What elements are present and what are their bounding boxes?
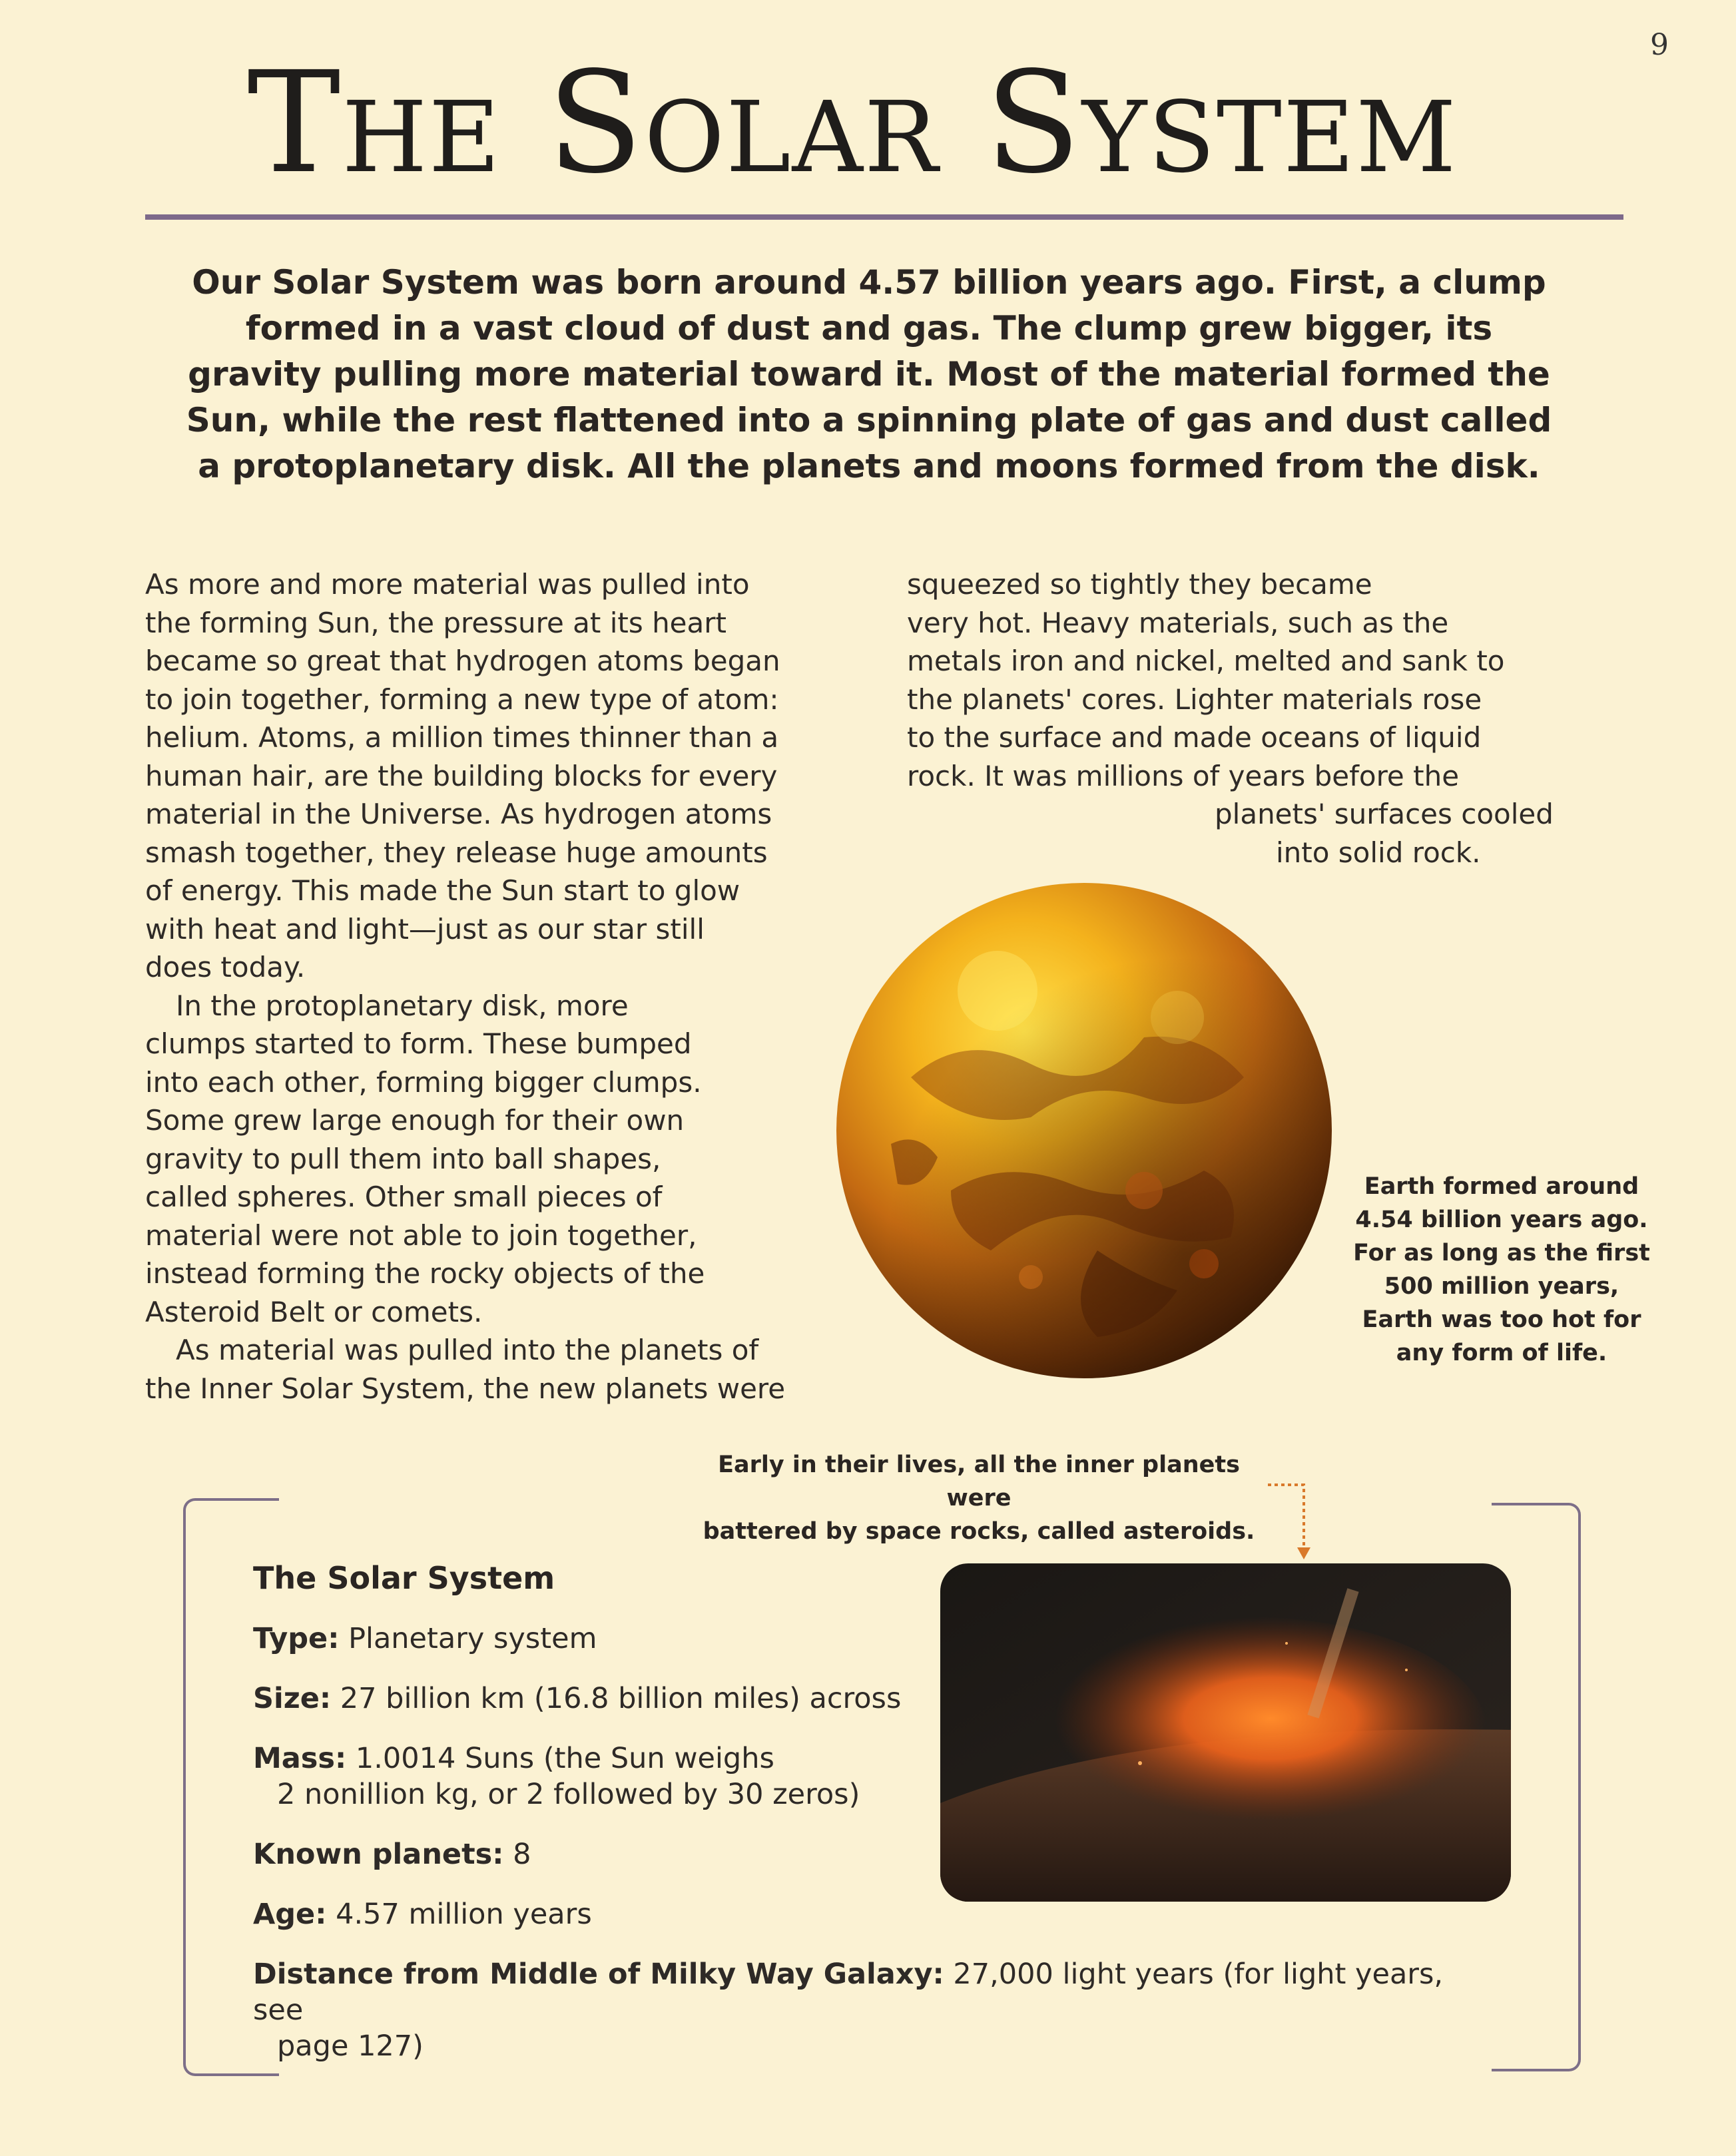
fact-value-continued: 2 nonillion kg, or 2 followed by 30 zeros) [277,1778,860,1811]
caption-line: Early in their lives, all the inner planets were [718,1452,1240,1511]
body-line: Asteroid Belt or comets. [145,1295,483,1328]
body-line: very hot. Heavy materials, such as the [907,606,1449,639]
body-line: material in the Universe. As hydrogen atoms [145,798,772,830]
fact-label: Known planets: [253,1838,504,1871]
body-line: of energy. This made the Sun start to glow [145,874,740,907]
page-number: 9 [1650,28,1669,62]
fact-label: Mass: [253,1742,347,1775]
molten-planet-image [831,878,1337,1384]
fact-value: 1.0014 Suns (the Sun weighs [355,1742,774,1775]
caption-line: 4.54 billion years ago. [1355,1207,1648,1233]
body-line: smash together, they release huge amounts [145,836,768,869]
body-line: material were not able to join together, [145,1218,697,1252]
body-line: Some grew large enough for their own [145,1104,685,1137]
earth-caption [1345,1170,1658,1370]
caption-line: For as long as the first [1353,1240,1650,1266]
fact-value: 27 billion km (16.8 billion miles) across [340,1682,902,1715]
body-line: into solid rock. [1276,836,1481,869]
fact-box-title: The Solar System [253,1560,555,1596]
title-divider [145,214,1623,220]
body-line: does today. [145,951,306,983]
intro-line: gravity pulling more material toward it. Most of the material formed the [188,355,1550,394]
body-line: the forming Sun, the pressure at its heart [145,606,726,639]
fact-value: Planetary system [348,1622,597,1655]
body-line: squeezed so tightly they became [907,568,1372,601]
body-line: rock. It was millions of years before the [907,759,1460,792]
body-line: human hair, are the building blocks for every [145,759,778,792]
body-left-column [145,565,785,1408]
fact-value: 8 [513,1838,531,1871]
body-line: called spheres. Other small pieces of [145,1181,663,1213]
body-line: to the surface and made oceans of liquid [907,721,1482,754]
asteroid-impact-image [940,1563,1511,1902]
body-line: into each other, forming bigger clumps. [145,1065,702,1099]
body-line: the planets' cores. Lighter materials rose [907,682,1482,716]
caption-line: Earth formed around [1364,1173,1639,1200]
caption-line: any form of life. [1396,1340,1607,1366]
body-line: instead forming the rocky objects of the [145,1257,705,1290]
body-line: planets' surfaces cooled [1215,798,1554,830]
body-right-column [907,565,1554,872]
caption-line: 500 million years, [1384,1273,1619,1300]
body-line: As material was pulled into the planets of [176,1334,759,1366]
fact-label: Type: [253,1622,340,1655]
fact-value-continued: page 127) [277,2029,424,2063]
body-line: the Inner Solar System, the new planets were [145,1372,786,1405]
body-line: to join together, forming a new type of atom: [145,682,779,716]
body-line: In the protoplanetary disk, more [176,989,629,1022]
body-line: metals iron and nickel, melted and sank to [907,645,1505,677]
caption-line: Earth was too hot for [1362,1306,1641,1333]
body-line: As more and more material was pulled into [145,568,750,601]
fact-distance [253,1956,1485,2064]
fact-value: 27,000 light years (for light years, see [253,1958,1444,2027]
asteroid-caption [693,1448,1265,1548]
page-title: The Solar System [247,41,1458,204]
body-line: clumps started to form. These bumped [145,1027,692,1060]
fact-label: Age: [253,1898,327,1931]
body-line: gravity to pull them into ball shapes, [145,1142,661,1175]
intro-line: a protoplanetary disk. All the planets and moons formed from the disk. [198,447,1540,485]
fact-age [253,1896,1485,1932]
intro-line: formed in a vast cloud of dust and gas. The clump grew bigger, its [245,309,1493,348]
caption-line: battered by space rocks, called asteroids. [703,1518,1255,1545]
intro-line: Sun, while the rest flattened into a spinning plate of gas and dust called [186,401,1552,439]
intro-paragraph [173,260,1565,489]
body-line: helium. Atoms, a million times thinner than a [145,721,779,754]
intro-line: Our Solar System was born around 4.57 billion years ago. First, a clump [192,263,1546,302]
fact-label: Size: [253,1682,332,1715]
fact-label: Distance from Middle of Milky Way Galaxy: [253,1958,944,1991]
body-line: became so great that hydrogen atoms began [145,645,780,677]
body-line: with heat and light—just as our star still [145,912,705,945]
caption-leader-line [1268,1481,1312,1561]
fact-value: 4.57 million years [336,1898,592,1931]
